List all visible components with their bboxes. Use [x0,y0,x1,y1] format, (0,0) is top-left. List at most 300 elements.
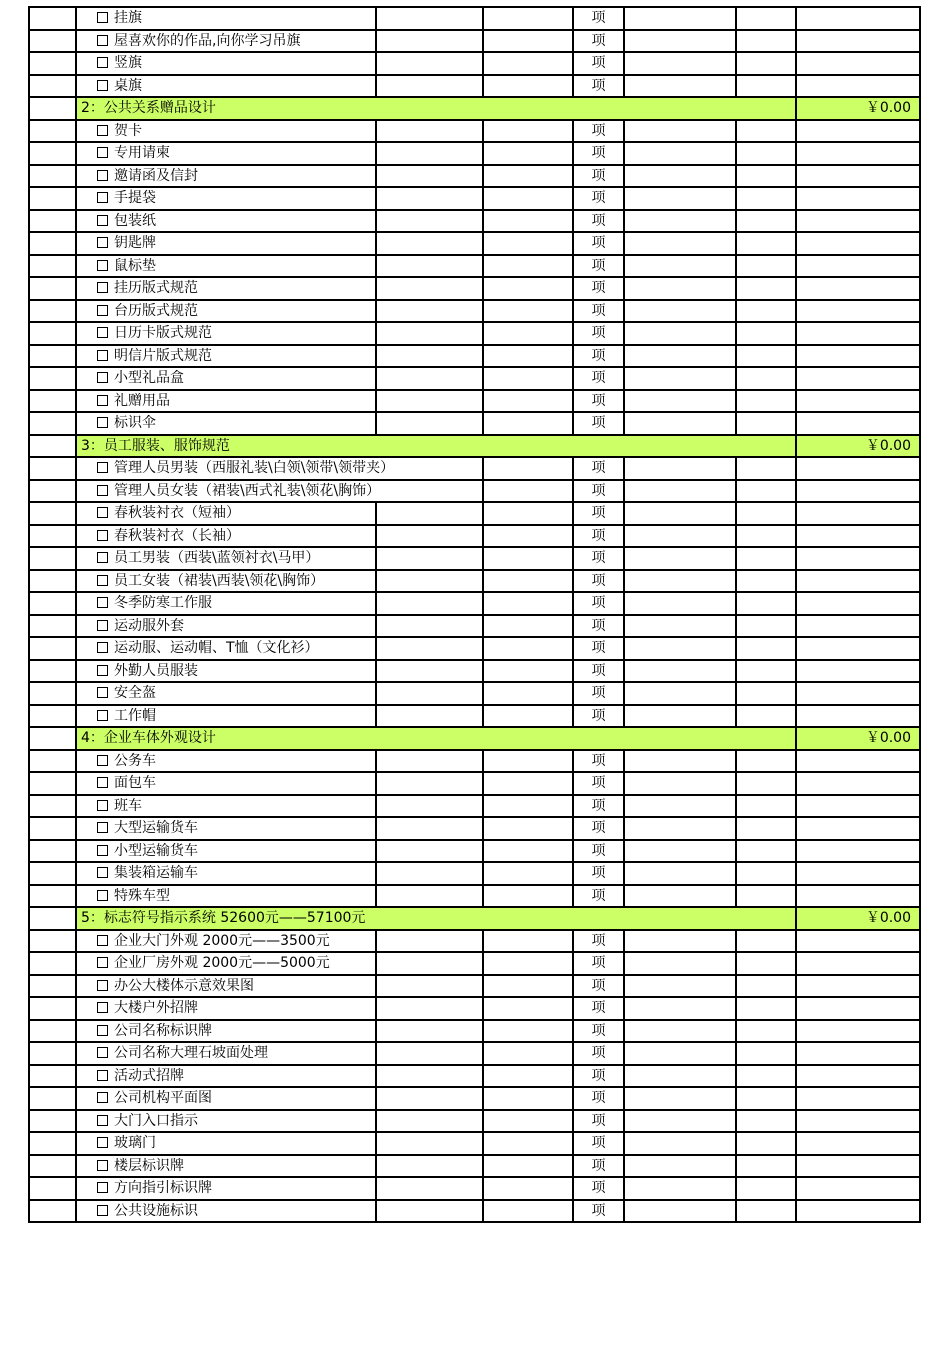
table-row [29,142,920,165]
spec-cell [376,592,483,615]
item-name-cell [76,525,376,548]
discount-cell [736,930,796,953]
unit-cell: 项 [573,232,624,255]
item-name: 企业大门外观 2000元——3500元 [114,932,330,949]
discount-cell [736,1042,796,1065]
checkbox-icon [97,1025,108,1036]
quantity-cell [483,930,573,953]
amount-cell [796,390,920,413]
item-name: 管理人员男装（西服礼装\白领\领带\领带夹） [114,460,395,477]
item-name-cell [76,390,376,413]
item-name-cell [76,660,376,683]
unit-cell: 项 [573,322,624,345]
quantity-cell [483,885,573,908]
item-name: 专用请柬 [114,145,170,162]
blank-cell [29,1065,76,1088]
unit-cell: 项 [573,525,624,548]
price-cell [624,232,736,255]
spec-cell [376,322,483,345]
table-row [29,30,920,53]
section-title: 3：员工服装、服饰规范 [76,435,796,458]
price-cell [624,1110,736,1133]
blank-cell [29,322,76,345]
quantity-cell [483,705,573,728]
discount-cell [736,1087,796,1110]
blank-cell [29,30,76,53]
item-name: 班车 [114,797,142,814]
blank-cell [29,750,76,773]
discount-cell [736,952,796,975]
spec-cell [376,52,483,75]
table-row [29,277,920,300]
blank-cell [29,682,76,705]
quantity-cell [483,412,573,435]
quantity-cell [483,750,573,773]
checkbox-icon [97,642,108,653]
amount-cell [796,1087,920,1110]
checkbox-icon [97,845,108,856]
price-cell [624,120,736,143]
quantity-cell [483,1155,573,1178]
unit-cell: 项 [573,52,624,75]
price-cell [624,75,736,98]
price-cell [624,997,736,1020]
blank-cell [29,367,76,390]
item-name-cell [76,975,376,998]
item-name-cell [76,1132,376,1155]
checkbox-icon [97,507,108,518]
checkbox-icon [97,575,108,586]
item-name-cell [76,322,376,345]
amount-cell [796,300,920,323]
item-name-cell [76,705,376,728]
checkbox-icon [97,1205,108,1216]
blank-cell [29,277,76,300]
discount-cell [736,412,796,435]
spec-cell [376,997,483,1020]
amount-cell [796,480,920,503]
quantity-cell [483,997,573,1020]
item-name-cell [76,7,376,30]
unit-cell: 项 [573,210,624,233]
blank-cell [29,637,76,660]
unit-cell: 项 [573,1110,624,1133]
table-row [29,232,920,255]
quantity-cell [483,30,573,53]
item-name-cell [76,1087,376,1110]
table-row [29,592,920,615]
quote-table [28,6,921,1223]
item-name: 玻璃门 [114,1135,156,1152]
amount-cell [796,615,920,638]
checkbox-icon [97,395,108,406]
discount-cell [736,457,796,480]
amount-cell [796,570,920,593]
unit-cell: 项 [573,795,624,818]
discount-cell [736,75,796,98]
price-cell [624,367,736,390]
price-cell [624,1132,736,1155]
unit-cell: 项 [573,457,624,480]
unit-cell: 项 [573,660,624,683]
table-row [29,52,920,75]
checkbox-icon [97,552,108,563]
blank-cell [29,862,76,885]
table-row [29,1020,920,1043]
table-row [29,1042,920,1065]
blank-cell [29,930,76,953]
quantity-cell [483,817,573,840]
checkbox-icon [97,485,108,496]
blank-cell [29,345,76,368]
table-row [29,7,920,30]
item-name: 活动式招牌 [114,1067,184,1084]
checkbox-icon [97,1137,108,1148]
spec-cell [376,795,483,818]
spec-cell [376,840,483,863]
item-name: 集装箱运输车 [114,865,198,882]
checkbox-icon [97,1047,108,1058]
item-name-cell [76,210,376,233]
quantity-cell [483,637,573,660]
amount-cell [796,187,920,210]
unit-cell: 项 [573,300,624,323]
spec-cell [376,772,483,795]
table-row [29,795,920,818]
unit-cell: 项 [573,547,624,570]
quantity-cell [483,255,573,278]
quantity-cell [483,232,573,255]
quantity-cell [483,210,573,233]
item-name-cell [76,345,376,368]
quantity-cell [483,1087,573,1110]
quantity-cell [483,615,573,638]
unit-cell: 项 [573,480,624,503]
spec-cell [376,705,483,728]
amount-cell [796,795,920,818]
item-name-cell [76,772,376,795]
discount-cell [736,300,796,323]
checkbox-icon [97,282,108,293]
spec-cell [376,525,483,548]
discount-cell [736,30,796,53]
table-row [29,637,920,660]
discount-cell [736,142,796,165]
table-row [29,457,920,480]
table-row [29,525,920,548]
item-name-cell [76,952,376,975]
checkbox-icon [97,1092,108,1103]
price-cell [624,165,736,188]
price-cell [624,615,736,638]
price-cell [624,1155,736,1178]
amount-cell [796,705,920,728]
price-cell [624,1020,736,1043]
unit-cell: 项 [573,885,624,908]
price-cell [624,255,736,278]
blank-cell [29,457,76,480]
item-name: 大型运输货车 [114,820,198,837]
price-cell [624,390,736,413]
quantity-cell [483,975,573,998]
spec-cell [376,817,483,840]
item-name: 贺卡 [114,122,142,139]
table-row [29,975,920,998]
blank-cell [29,997,76,1020]
blank-cell [29,435,76,458]
spec-cell [376,637,483,660]
quantity-cell [483,277,573,300]
spec-cell [376,952,483,975]
item-name: 安全盔 [114,685,156,702]
discount-cell [736,795,796,818]
item-name: 小型运输货车 [114,842,198,859]
discount-cell [736,1132,796,1155]
quantity-cell [483,1200,573,1223]
spec-cell [376,547,483,570]
checkbox-icon [97,125,108,136]
item-name: 楼层标识牌 [114,1157,184,1174]
price-cell [624,345,736,368]
table-row [29,840,920,863]
blank-cell [29,480,76,503]
unit-cell: 项 [573,1065,624,1088]
quantity-cell [483,682,573,705]
spec-cell [376,300,483,323]
item-name-cell [76,682,376,705]
spec-cell [376,1087,483,1110]
spec-cell [376,930,483,953]
table-row [29,345,920,368]
section-total: ￥0.00 [796,97,920,120]
unit-cell: 项 [573,1155,624,1178]
price-cell [624,1065,736,1088]
unit-cell: 项 [573,165,624,188]
discount-cell [736,480,796,503]
discount-cell [736,705,796,728]
discount-cell [736,840,796,863]
discount-cell [736,1200,796,1223]
quantity-cell [483,120,573,143]
spec-cell [376,1042,483,1065]
price-cell [624,885,736,908]
blank-cell [29,592,76,615]
blank-cell [29,1042,76,1065]
quantity-cell [483,75,573,98]
table-row [29,817,920,840]
discount-cell [736,1110,796,1133]
discount-cell [736,570,796,593]
discount-cell [736,1065,796,1088]
item-name: 面包车 [114,775,156,792]
spec-cell [376,1132,483,1155]
table-row [29,255,920,278]
item-name-cell [76,165,376,188]
checkbox-icon [97,237,108,248]
item-name-cell [76,930,376,953]
checkbox-icon [97,80,108,91]
unit-cell: 项 [573,682,624,705]
item-name-cell [76,300,376,323]
item-name: 公务车 [114,752,156,769]
section-title: 2：公共关系赠品设计 [76,97,796,120]
amount-cell [796,840,920,863]
table-row [29,165,920,188]
price-cell [624,637,736,660]
quantity-cell [483,322,573,345]
unit-cell: 项 [573,1042,624,1065]
amount-cell [796,210,920,233]
price-cell [624,1042,736,1065]
table-row [29,502,920,525]
discount-cell [736,165,796,188]
unit-cell: 项 [573,277,624,300]
table-row [29,615,920,638]
unit-cell: 项 [573,412,624,435]
amount-cell [796,997,920,1020]
amount-cell [796,885,920,908]
table-row [29,390,920,413]
checkbox-icon [97,147,108,158]
discount-cell [736,817,796,840]
item-name-cell [76,1065,376,1088]
unit-cell: 项 [573,1087,624,1110]
price-cell [624,1200,736,1223]
amount-cell [796,1020,920,1043]
blank-cell [29,1177,76,1200]
quantity-cell [483,502,573,525]
blank-cell [29,97,76,120]
table-row [29,412,920,435]
quantity-cell [483,345,573,368]
checkbox-icon [97,57,108,68]
item-name-cell [76,1177,376,1200]
checkbox-icon [97,935,108,946]
blank-cell [29,1200,76,1223]
checkbox-icon [97,980,108,991]
quantity-cell [483,187,573,210]
item-name: 管理人员女装（裙装\西式礼装\领花\胸饰） [114,482,381,499]
price-cell [624,187,736,210]
table-row [29,210,920,233]
item-name: 春秋装衬衣（短袖） [114,505,240,522]
discount-cell [736,120,796,143]
unit-cell: 项 [573,142,624,165]
unit-cell: 项 [573,120,624,143]
quantity-cell [483,7,573,30]
item-name-cell [76,1020,376,1043]
amount-cell [796,52,920,75]
unit-cell: 项 [573,840,624,863]
quantity-cell [483,952,573,975]
price-cell [624,480,736,503]
discount-cell [736,345,796,368]
blank-cell [29,772,76,795]
checkbox-icon [97,957,108,968]
item-name: 办公大楼体示意效果图 [114,977,254,994]
item-name: 员工女装（裙装\西装\领花\胸饰） [114,572,325,589]
table-row [29,772,920,795]
unit-cell: 项 [573,705,624,728]
price-cell [624,840,736,863]
item-name: 邀请函及信封 [114,167,198,184]
price-cell [624,592,736,615]
item-name-cell [76,1155,376,1178]
blank-cell [29,570,76,593]
spec-cell [376,142,483,165]
table-row [29,1110,920,1133]
spec-cell [376,30,483,53]
blank-cell [29,975,76,998]
item-name-cell [76,997,376,1020]
blank-cell [29,1087,76,1110]
item-name: 公司名称标识牌 [114,1022,212,1039]
checkbox-icon [97,687,108,698]
item-name-cell [76,412,376,435]
amount-cell [796,547,920,570]
checkbox-icon [97,755,108,766]
amount-cell [796,255,920,278]
unit-cell: 项 [573,255,624,278]
item-name: 冬季防寒工作服 [114,595,212,612]
blank-cell [29,210,76,233]
discount-cell [736,660,796,683]
item-name-cell [76,592,376,615]
price-cell [624,30,736,53]
amount-cell [796,1110,920,1133]
amount-cell [796,1155,920,1178]
amount-cell [796,660,920,683]
table-row [29,952,920,975]
item-name-cell [76,120,376,143]
item-name-cell [76,142,376,165]
unit-cell: 项 [573,637,624,660]
table-row [29,75,920,98]
quantity-cell [483,480,573,503]
item-name-cell [76,30,376,53]
discount-cell [736,7,796,30]
unit-cell: 项 [573,570,624,593]
spec-cell [376,502,483,525]
price-cell [624,52,736,75]
blank-cell [29,705,76,728]
item-name: 明信片版式规范 [114,347,212,364]
item-name: 工作帽 [114,707,156,724]
discount-cell [736,750,796,773]
spec-cell [376,120,483,143]
quantity-cell [483,1065,573,1088]
amount-cell [796,142,920,165]
unit-cell: 项 [573,502,624,525]
blank-cell [29,727,76,750]
quantity-cell [483,1110,573,1133]
price-cell [624,750,736,773]
unit-cell: 项 [573,1020,624,1043]
amount-cell [796,1042,920,1065]
discount-cell [736,390,796,413]
price-cell [624,547,736,570]
amount-cell [796,750,920,773]
amount-cell [796,322,920,345]
spec-cell [376,367,483,390]
item-name-cell [76,52,376,75]
spec-cell [376,412,483,435]
unit-cell: 项 [573,997,624,1020]
quantity-cell [483,52,573,75]
unit-cell: 项 [573,1177,624,1200]
discount-cell [736,615,796,638]
spec-cell [376,975,483,998]
